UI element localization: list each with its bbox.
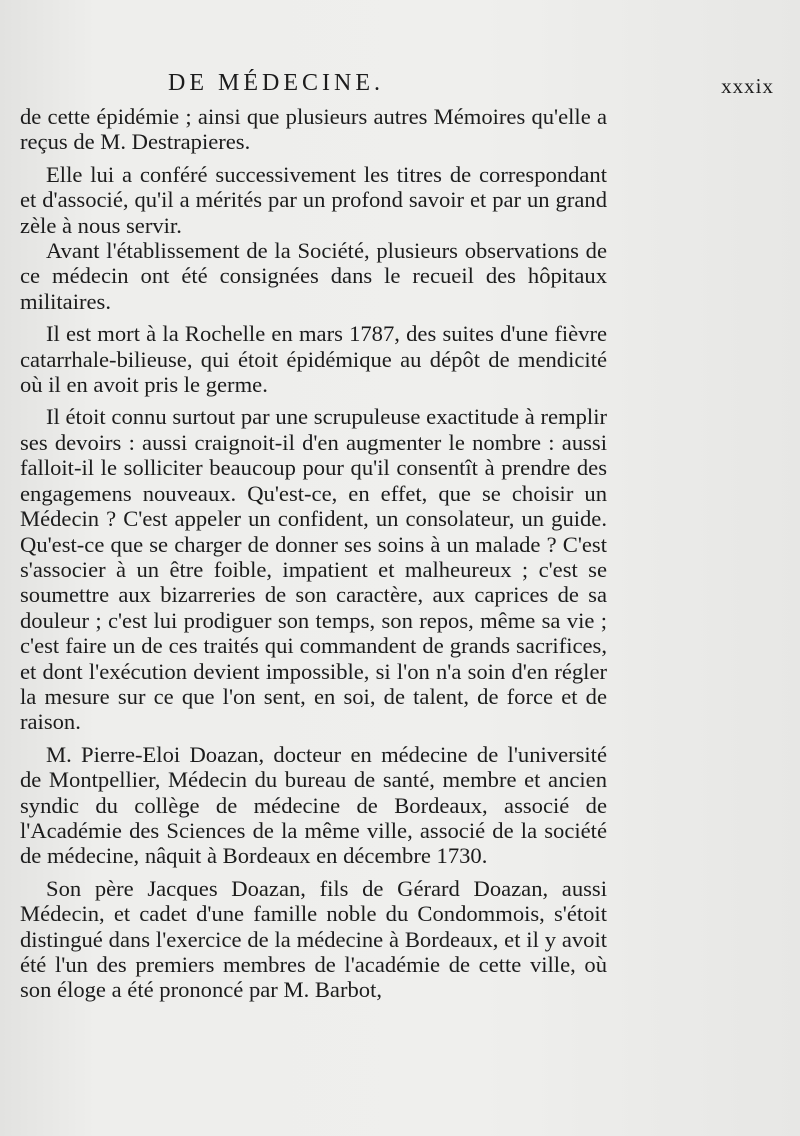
page-header (168, 70, 774, 104)
paragraph: Elle lui a conféré successivement les titres de correspondant et d'associé, qu'il a mérités par un profond savoir et par un grand zèle à nous servir. (20, 161, 607, 238)
paragraph: Il est mort à la Rochelle en mars 1787, des suites d'une fièvre catarrhale-bilieuse, qui étoit épidémique au dépôt de mendicité où il en avoit pris le germe. (20, 321, 607, 398)
paragraph: Son père Jacques Doazan, fils de Gérard Doazan, aussi Médecin, et cadet d'une famille noble du Condommois, s'étoit distingué dans l'exercice de la médecine à Bordeaux, et il y avoit été l'un des premiers membres de l'académie de cette ville, où son éloge a été prononcé par M. Barbot, (20, 875, 607, 1003)
paragraph: Il étoit connu surtout par une scrupuleuse exactitude à remplir ses devoirs : aussi craignoit-il d'en augmenter le nombre : aussi falloit-il le solliciter beaucoup pour qu'il consentît à prendre des engagemens nouveaux. Qu'est-ce, en effet, que se choisir un Médecin ? C'est appeler un confident, un consolateur, un guide. Qu'est-ce que se charger de donner ses soins à un malade ? C'est s'associer à un être foible, impatient et malheureux ; c'est se soumettre aux bizarreries de son caractère, aux caprices de sa douleur ; c'est lui prodiguer son temps, son repos, même sa vie ; c'est faire un de ces traités qui commandent de grands sacrifices, et dont l'exécution devient impossible, si l'on n'a soin d'en régler la mesure sur ce que l'on sent, en soi, de talent, de force et de raison. (20, 404, 607, 735)
paragraph: Avant l'établissement de la Société, plusieurs observations de ce médecin ont été consignées dans le recueil des hôpitaux militaires. (20, 238, 607, 314)
page-number: xxxix (721, 74, 774, 98)
running-head: DE MÉDECINE. (168, 70, 384, 96)
paragraph: M. Pierre-Eloi Doazan, docteur en médecine de l'université de Montpellier, Médecin du bureau de santé, membre et ancien syndic du collège de médecine de Bordeaux, associé de l'Académie des Sciences de la même ville, associé de la société de médecine, nâquit à Bordeaux en décembre 1730. (20, 741, 607, 869)
paragraph-continuation: de cette épidémie ; ainsi que plusieurs autres Mémoires qu'elle a reçus de M. Destrapieres. (20, 104, 607, 155)
body-text (20, 104, 607, 1003)
